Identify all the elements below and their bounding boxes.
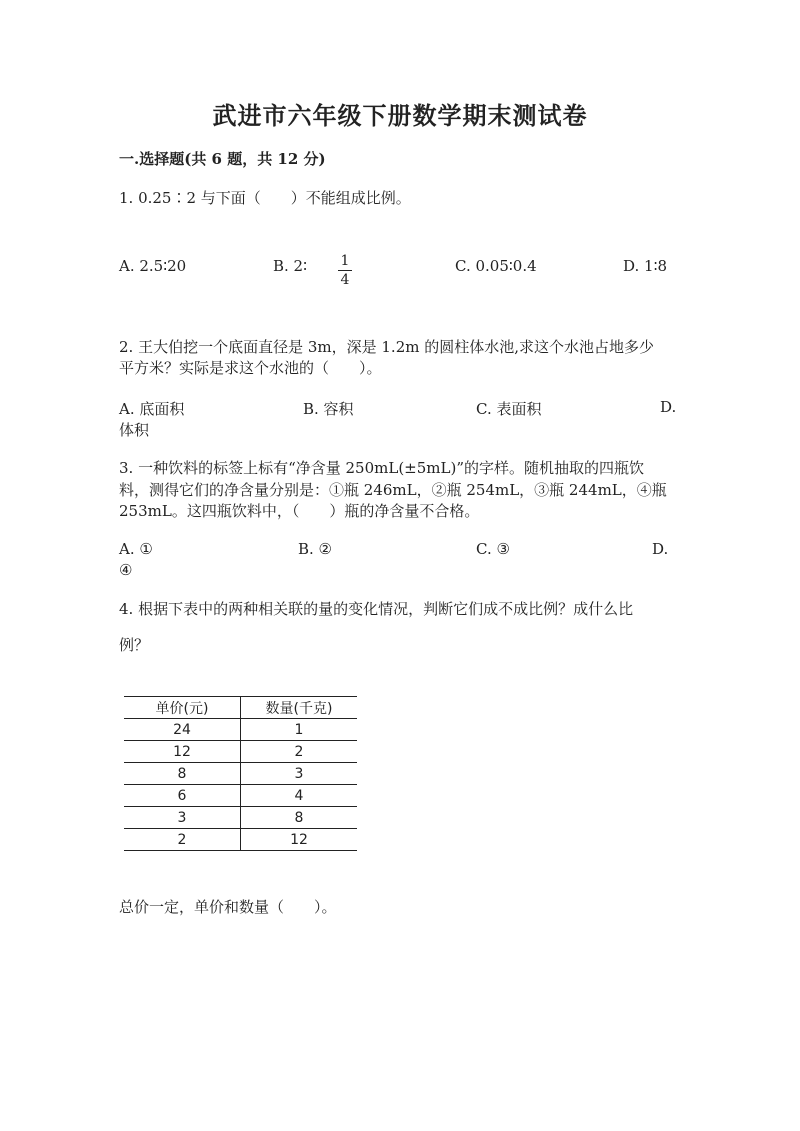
table-cell-quantity: 12 bbox=[241, 829, 358, 851]
question-1-option-b-fraction bbox=[338, 253, 352, 288]
fraction-bar bbox=[338, 270, 352, 271]
question-1-option-a: A. 2.5∶20 bbox=[119, 257, 187, 275]
table-row bbox=[124, 719, 357, 741]
question-3-option-a: A. ① bbox=[119, 540, 153, 558]
table-cell-price: 2 bbox=[124, 829, 241, 851]
question-2-option-b: B. 容积 bbox=[303, 400, 354, 418]
table-cell-quantity: 3 bbox=[241, 763, 358, 785]
table-cell-price: 8 bbox=[124, 763, 241, 785]
question-2-option-c: C. 表面积 bbox=[476, 400, 542, 418]
fraction-numerator: 1 bbox=[340, 253, 350, 269]
question-2-line-1: 2. 王大伯挖一个底面直径是 3m，深是 1.2m 的圆柱体水池,求这个水池占地多少 bbox=[119, 338, 655, 356]
price-quantity-table bbox=[124, 696, 357, 851]
table-cell-quantity: 4 bbox=[241, 785, 358, 807]
question-4-line-1: 4. 根据下表中的两种相关联的量的变化情况，判断它们成不成比例？成什么比 bbox=[119, 600, 634, 618]
table-header-row bbox=[124, 697, 357, 719]
question-3-line-2: 料，测得它们的净含量分别是：①瓶 246mL，②瓶 254mL，③瓶 244mL，④瓶 bbox=[119, 481, 667, 499]
question-1-option-d: D. 1∶8 bbox=[623, 257, 668, 275]
section-heading: 一.选择题(共 6 题，共 12 分) bbox=[119, 150, 326, 168]
table-row bbox=[124, 763, 357, 785]
table-cell-price: 12 bbox=[124, 741, 241, 763]
table-cell-quantity: 8 bbox=[241, 807, 358, 829]
question-3-line-1: 3. 一种饮料的标签上标有“净含量 250mL(±5mL)”的字样。随机抽取的四瓶饮 bbox=[119, 459, 645, 477]
table-header-quantity: 数量(千克) bbox=[241, 697, 358, 719]
question-3-line-3: 253mL。这四瓶饮料中，（ ）瓶的净含量不合格。 bbox=[119, 502, 480, 520]
table-header-price: 单价(元) bbox=[124, 697, 241, 719]
page-title: 武进市六年级下册数学期末测试卷 bbox=[212, 101, 588, 130]
question-2-option-d-text: 体积 bbox=[119, 421, 150, 439]
table-cell-quantity: 2 bbox=[241, 741, 358, 763]
question-3-option-c: C. ③ bbox=[476, 540, 510, 558]
question-3-option-b: B. ② bbox=[298, 540, 333, 558]
question-4-line-2: 例？ bbox=[119, 636, 150, 654]
question-1-option-c: C. 0.05∶0.4 bbox=[455, 257, 537, 275]
question-4-tail: 总价一定，单价和数量（ ）。 bbox=[119, 898, 337, 916]
fraction-denominator: 4 bbox=[340, 272, 350, 288]
table-cell-price: 6 bbox=[124, 785, 241, 807]
question-2-line-2: 平方米？实际是求这个水池的（ ）。 bbox=[119, 359, 382, 377]
table-row bbox=[124, 785, 357, 807]
question-2-option-d-label: D. bbox=[660, 398, 677, 416]
table-cell-price: 24 bbox=[124, 719, 241, 741]
table-cell-quantity: 1 bbox=[241, 719, 358, 741]
question-3-option-d-text: ④ bbox=[119, 561, 133, 579]
table-row bbox=[124, 829, 357, 851]
question-1-option-b-prefix: B. 2∶ bbox=[273, 257, 308, 275]
question-1-stem: 1. 0.25∶2 与下面（ ）不能组成比例。 bbox=[119, 189, 411, 207]
table-cell-price: 3 bbox=[124, 807, 241, 829]
question-3-option-d-label: D. bbox=[652, 540, 669, 558]
table-row bbox=[124, 741, 357, 763]
table-row bbox=[124, 807, 357, 829]
question-2-option-a: A. 底面积 bbox=[119, 400, 185, 418]
